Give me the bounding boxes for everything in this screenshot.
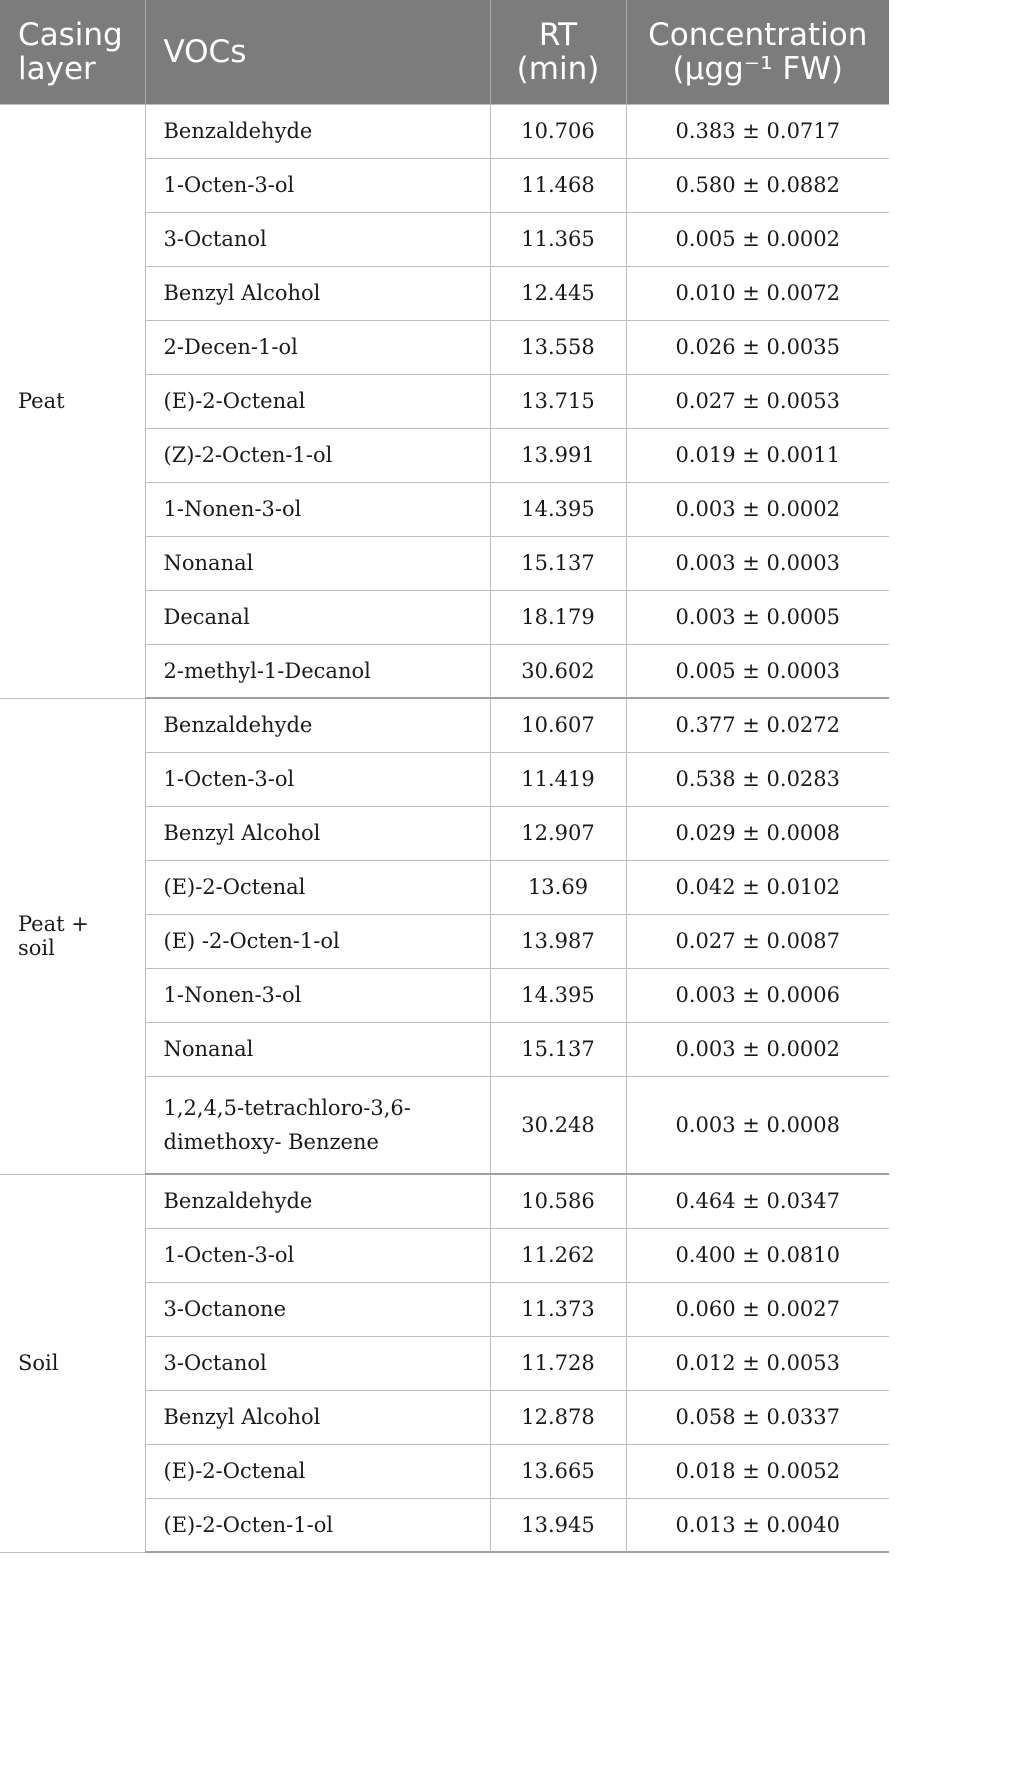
voc-cell: Nonanal — [145, 1022, 490, 1076]
concentration-cell: 0.013 ± 0.0040 — [626, 1498, 889, 1552]
voc-cell: Benzyl Alcohol — [145, 1390, 490, 1444]
concentration-cell: 0.003 ± 0.0005 — [626, 590, 889, 644]
concentration-cell: 0.010 ± 0.0072 — [626, 266, 889, 320]
casing-layer-cell: Peat — [0, 104, 145, 698]
voc-cell: 2-Decen-1-ol — [145, 320, 490, 374]
rt-cell: 18.179 — [490, 590, 626, 644]
concentration-cell: 0.058 ± 0.0337 — [626, 1390, 889, 1444]
rt-cell: 13.945 — [490, 1498, 626, 1552]
table-row — [0, 698, 889, 752]
rt-cell: 13.987 — [490, 914, 626, 968]
voc-cell: 3-Octanol — [145, 212, 490, 266]
concentration-cell: 0.464 ± 0.0347 — [626, 1174, 889, 1228]
rt-cell: 11.468 — [490, 158, 626, 212]
voc-cell: (E)-2-Octenal — [145, 860, 490, 914]
voc-cell: Decanal — [145, 590, 490, 644]
concentration-cell: 0.400 ± 0.0810 — [626, 1228, 889, 1282]
header-concentration: Concentration (µgg⁻¹ FW) — [626, 0, 889, 104]
casing-layer-cell: Peat + soil — [0, 698, 145, 1174]
table-row — [0, 1174, 889, 1228]
rt-cell: 11.419 — [490, 752, 626, 806]
concentration-cell: 0.018 ± 0.0052 — [626, 1444, 889, 1498]
voc-cell: 2-methyl-1-Decanol — [145, 644, 490, 698]
rt-cell: 30.602 — [490, 644, 626, 698]
rt-cell: 13.715 — [490, 374, 626, 428]
concentration-cell: 0.003 ± 0.0002 — [626, 1022, 889, 1076]
concentration-cell: 0.019 ± 0.0011 — [626, 428, 889, 482]
voc-cell: 1-Nonen-3-ol — [145, 482, 490, 536]
voc-cell: Benzaldehyde — [145, 1174, 490, 1228]
concentration-cell: 0.029 ± 0.0008 — [626, 806, 889, 860]
voc-cell: 3-Octanol — [145, 1336, 490, 1390]
rt-cell: 10.706 — [490, 104, 626, 158]
voc-cell: Benzyl Alcohol — [145, 266, 490, 320]
rt-cell: 15.137 — [490, 536, 626, 590]
rt-cell: 12.445 — [490, 266, 626, 320]
voc-cell: Benzyl Alcohol — [145, 806, 490, 860]
voc-cell: 1-Octen-3-ol — [145, 1228, 490, 1282]
rt-cell: 10.607 — [490, 698, 626, 752]
concentration-cell: 0.060 ± 0.0027 — [626, 1282, 889, 1336]
concentration-cell: 0.003 ± 0.0002 — [626, 482, 889, 536]
rt-cell: 11.728 — [490, 1336, 626, 1390]
voc-cell: (Z)-2-Octen-1-ol — [145, 428, 490, 482]
voc-cell: (E)-2-Octenal — [145, 374, 490, 428]
concentration-cell: 0.026 ± 0.0035 — [626, 320, 889, 374]
rt-cell: 12.907 — [490, 806, 626, 860]
concentration-cell: 0.003 ± 0.0003 — [626, 536, 889, 590]
rt-cell: 13.991 — [490, 428, 626, 482]
concentration-cell: 0.027 ± 0.0087 — [626, 914, 889, 968]
rt-cell: 13.69 — [490, 860, 626, 914]
concentration-cell: 0.377 ± 0.0272 — [626, 698, 889, 752]
voc-cell: 1-Nonen-3-ol — [145, 968, 490, 1022]
voc-cell: Nonanal — [145, 536, 490, 590]
rt-cell: 11.262 — [490, 1228, 626, 1282]
concentration-cell: 0.027 ± 0.0053 — [626, 374, 889, 428]
rt-cell: 11.373 — [490, 1282, 626, 1336]
concentration-cell: 0.580 ± 0.0882 — [626, 158, 889, 212]
voc-cell: 3-Octanone — [145, 1282, 490, 1336]
header-vocs: VOCs — [145, 0, 490, 104]
voc-cell: (E)-2-Octen-1-ol — [145, 1498, 490, 1552]
voc-cell: Benzaldehyde — [145, 104, 490, 158]
header-rt: RT (min) — [490, 0, 626, 104]
table-header — [0, 0, 889, 104]
concentration-cell: 0.042 ± 0.0102 — [626, 860, 889, 914]
voc-cell: (E) -2-Octen-1-ol — [145, 914, 490, 968]
header-row — [0, 0, 889, 104]
rt-cell: 13.558 — [490, 320, 626, 374]
concentration-cell: 0.005 ± 0.0003 — [626, 644, 889, 698]
voc-cell: 1,2,4,5-tetrachloro-3,6-dimethoxy- Benzene — [145, 1076, 490, 1174]
concentration-cell: 0.005 ± 0.0002 — [626, 212, 889, 266]
rt-cell: 30.248 — [490, 1076, 626, 1174]
concentration-cell: 0.003 ± 0.0008 — [626, 1076, 889, 1174]
rt-cell: 14.395 — [490, 968, 626, 1022]
rt-cell: 11.365 — [490, 212, 626, 266]
concentration-cell: 0.538 ± 0.0283 — [626, 752, 889, 806]
voc-cell: 1-Octen-3-ol — [145, 752, 490, 806]
table-row — [0, 104, 889, 158]
rt-cell: 12.878 — [490, 1390, 626, 1444]
casing-layer-cell: Soil — [0, 1174, 145, 1552]
concentration-cell: 0.003 ± 0.0006 — [626, 968, 889, 1022]
voc-cell: Benzaldehyde — [145, 698, 490, 752]
concentration-cell: 0.383 ± 0.0717 — [626, 104, 889, 158]
rt-cell: 15.137 — [490, 1022, 626, 1076]
voc-cell: (E)-2-Octenal — [145, 1444, 490, 1498]
rt-cell: 13.665 — [490, 1444, 626, 1498]
concentration-cell: 0.012 ± 0.0053 — [626, 1336, 889, 1390]
table-body — [0, 104, 889, 1552]
voc-cell: 1-Octen-3-ol — [145, 158, 490, 212]
header-casing-layer: Casing layer — [0, 0, 145, 104]
rt-cell: 10.586 — [490, 1174, 626, 1228]
rt-cell: 14.395 — [490, 482, 626, 536]
